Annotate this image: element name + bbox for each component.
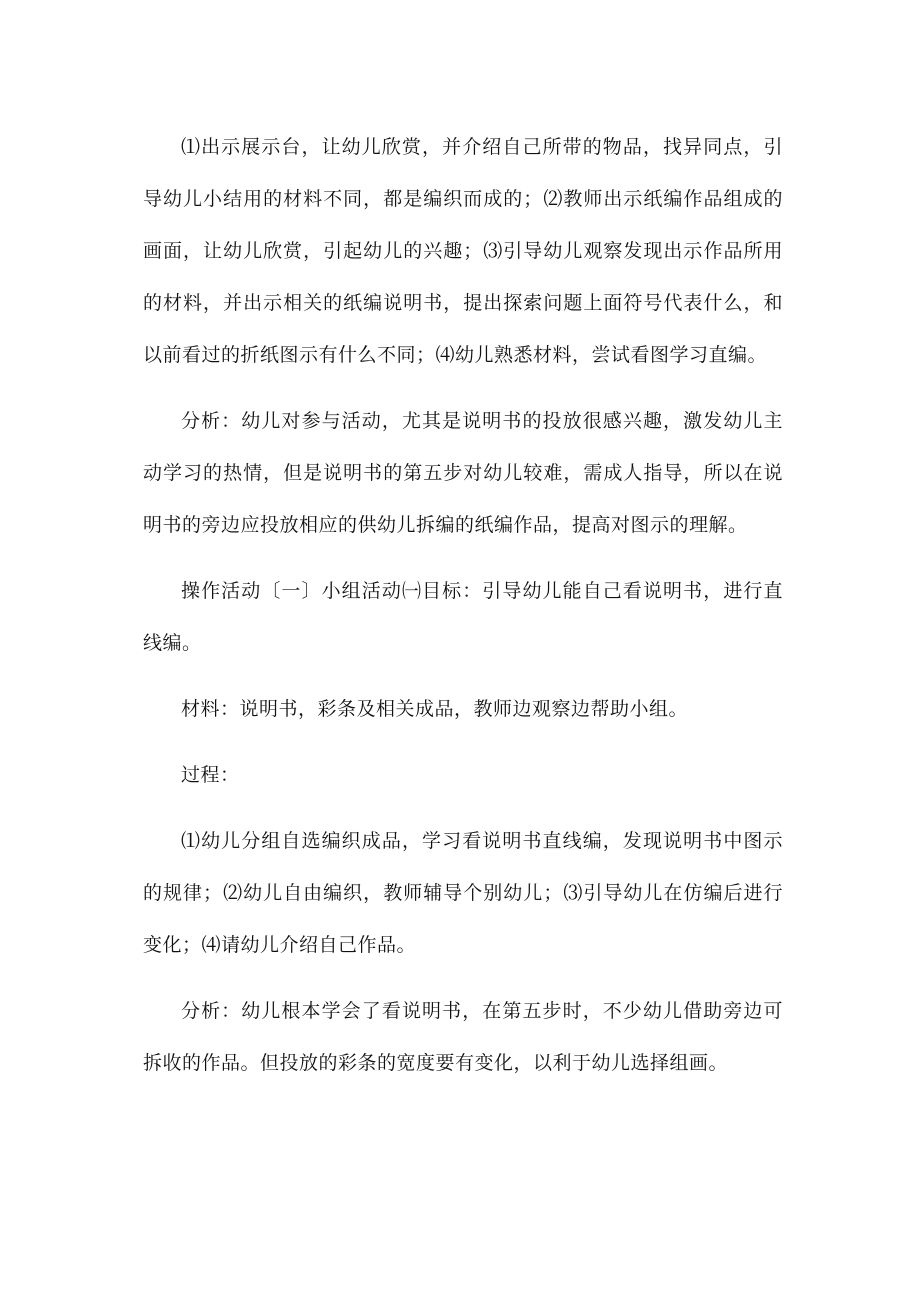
paragraph-analysis-1: 分析：幼儿对参与活动，尤其是说明书的投放很感兴趣，激发幼儿主动学习的热情，但是说明书的第五步对幼儿较难，需成人指导，所以在说明书的旁边应投放相应的供幼儿拆编的纸编作品，提高对图示的理解。 (143, 410, 783, 536)
document-body (143, 121, 783, 1103)
paragraph-procedure-intro: ⑴出示展示台，让幼儿欣赏，并介绍自己所带的物品，找异同点，引导幼儿小结用的材料不同，都是编织而成的；⑵教师出示纸编作品组成的画面，让幼儿欣赏，引起幼儿的兴趣；⑶引导幼儿观察发现出示作品所用的材料，并出示相关的纸编说明书，提出探索问题上面符号代表什么，和以前看过的折纸图示有什么不同；⑷幼儿熟悉材料，尝试看图学习直编。 (143, 136, 783, 366)
paragraph-process-steps: ⑴幼儿分组自选编织成品，学习看说明书直线编，发现说明书中图示的规律；⑵幼儿自由编织，教师辅导个别幼儿；⑶引导幼儿在仿编后进行变化；⑷请幼儿介绍自己作品。 (143, 830, 783, 956)
paragraph-process-heading: 过程： (181, 764, 240, 786)
paragraph-analysis-2: 分析：幼儿根本学会了看说明书，在第五步时，不少幼儿借助旁边可拆收的作品。但投放的彩条的宽度要有变化，以利于幼儿选择组画。 (143, 1000, 783, 1074)
paragraph-materials: 材料：说明书，彩条及相关成品，教师边观察边帮助小组。 (181, 698, 689, 720)
paragraph-operation-activity: 操作活动〔一〕小组活动㈠目标：引导幼儿能自己看说明书，进行直线编。 (143, 580, 783, 654)
